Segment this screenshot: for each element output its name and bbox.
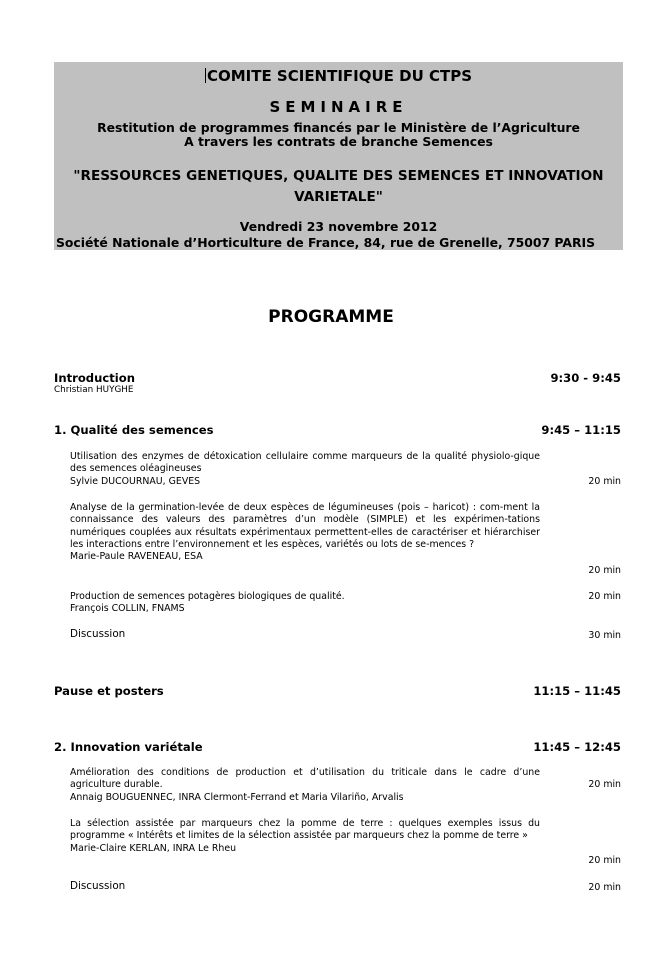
break-title: Pause et posters — [54, 684, 164, 698]
committee-text: COMITE SCIENTIFIQUE DU CTPS — [206, 67, 473, 85]
discussion-duration: 20 min — [588, 882, 621, 893]
discussion-label: Discussion — [70, 880, 126, 892]
talk-duration: 20 min — [588, 779, 621, 790]
section2-row — [54, 740, 621, 754]
programme-title: PROGRAMME — [268, 307, 394, 327]
talk-duration: 20 min — [588, 565, 621, 576]
talk-duration: 20 min — [588, 855, 621, 866]
talk-title: La sélection assistée par marqueurs chez la pomme de terre : quelques exemples issus du programme « Intérêts et limites de la sélection assistée par marqueurs chez la pomme de terre » — [70, 818, 540, 842]
committee-title — [54, 67, 623, 85]
talk-title: Production de semences potagères biologiques de qualité. — [70, 591, 345, 602]
talk-title: Amélioration des conditions de production et d’utilisation du triticale dans le cadre d’une agriculture durable. — [70, 767, 540, 791]
text-cursor — [205, 68, 206, 83]
seminar-header — [54, 62, 623, 250]
seminar-date: Vendredi 23 novembre 2012 — [239, 219, 438, 234]
discussion-label: Discussion — [70, 628, 126, 640]
talk-item — [70, 451, 540, 488]
talk-speaker: Marie-Paule RAVENEAU, ESA — [70, 551, 203, 563]
talk-item — [70, 502, 540, 563]
section1-row — [54, 423, 621, 437]
introduction-time: 9:30 - 9:45 — [550, 371, 621, 385]
talk-speaker: Annaig BOUGUENNEC, INRA Clermont-Ferrand et Maria Vilariño, Arvalis — [70, 791, 404, 803]
seminar-theme: "RESSOURCES GENETIQUES, QUALITE DES SEMENCES ET INNOVATION VARIETALE" — [73, 168, 604, 205]
section2-title: 2. Innovation variétale — [54, 740, 203, 754]
section1-time: 9:45 – 11:15 — [541, 423, 621, 437]
talk-duration: 20 min — [588, 591, 621, 602]
introduction-speaker: Christian HUYGHE — [54, 385, 134, 395]
talk-speaker: François COLLIN, FNAMS — [70, 603, 185, 615]
break-row — [54, 684, 621, 698]
subtitle-line-2: A travers les contrats de branche Semences — [184, 134, 493, 149]
discussion-duration: 30 min — [588, 630, 621, 641]
seminar-label: SEMINAIRE — [269, 98, 408, 116]
talk-title: Utilisation des enzymes de détoxication cellulaire comme marqueurs de la qualité physiolo-gique des semences oléagineuses — [70, 451, 540, 475]
talk-item — [70, 818, 540, 855]
seminar-venue: Société Nationale d’Horticulture de France, 84, rue de Grenelle, 75007 PARIS — [56, 235, 596, 250]
section1-title: 1. Qualité des semences — [54, 423, 214, 437]
subtitle-line-1: Restitution de programmes financés par le Ministère de l’Agriculture — [97, 120, 580, 135]
talk-item — [70, 591, 540, 616]
introduction-row — [54, 371, 621, 395]
talk-title: Analyse de la germination-levée de deux espèces de légumineuses (pois – haricot) : com-ment la connaissance des valeurs des paramètres d’un modèle (SIMPLE) et les expérimen-tations numériques couplées aux résultats expérimentaux permettent-elles de caractériser et hiérarchiser les interactions entre l’environnement et les espèces, variétés ou lots de se-mences ? — [70, 502, 540, 550]
talk-duration: 20 min — [588, 476, 621, 487]
talk-speaker: Sylvie DUCOURNAU, GEVES — [70, 475, 201, 487]
break-time: 11:15 – 11:45 — [533, 684, 621, 698]
talk-speaker: Marie-Claire KERLAN, INRA Le Rheu — [70, 842, 237, 854]
talk-item — [70, 767, 540, 804]
section2-time: 11:45 – 12:45 — [533, 740, 621, 754]
introduction-title: Introduction — [54, 371, 135, 385]
